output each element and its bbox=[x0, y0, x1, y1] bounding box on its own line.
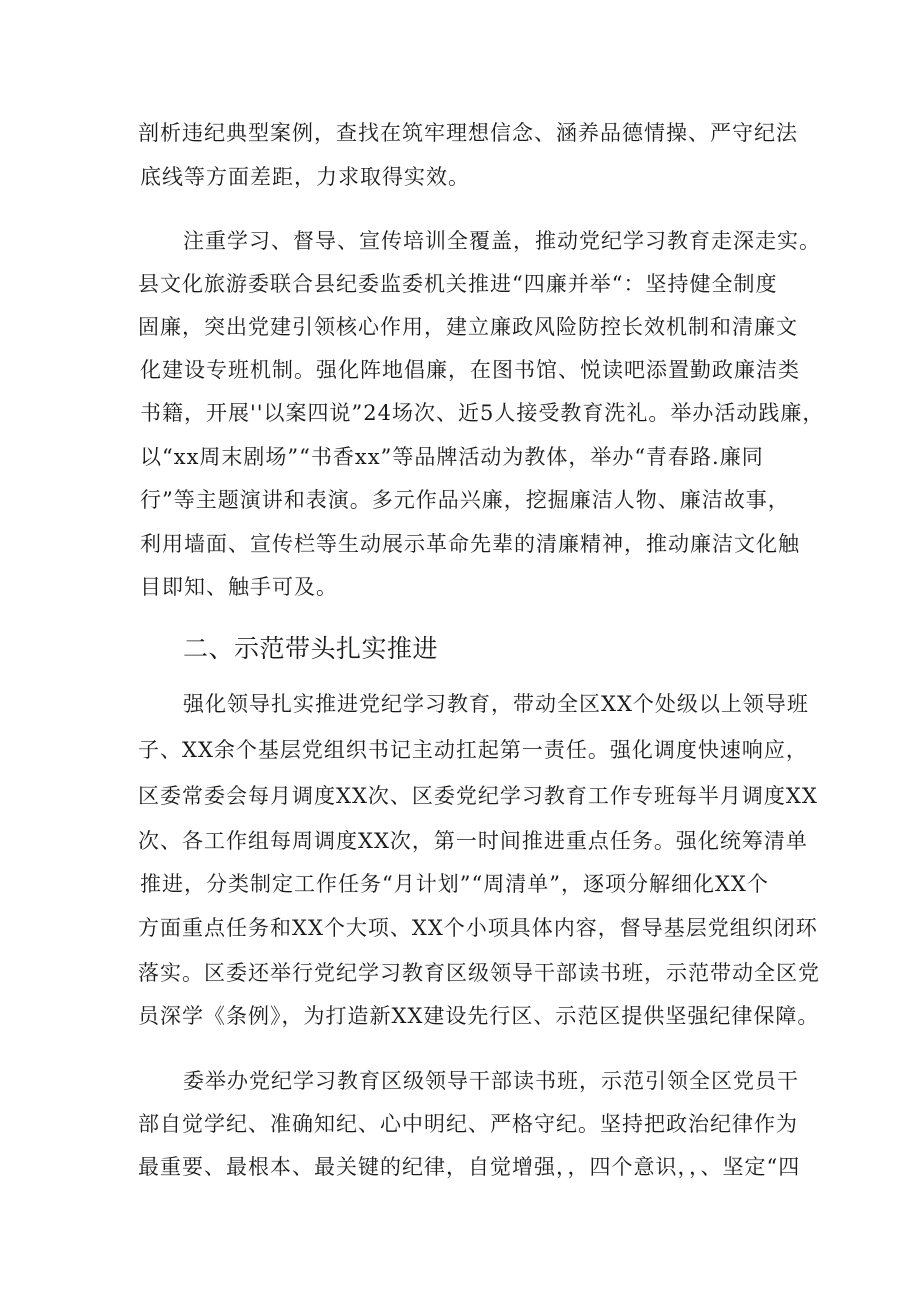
paragraph-3-line-1: 强化领导扎实推进党纪学习教育，带动全区XX个处级以上领导班 bbox=[183, 692, 809, 716]
paragraph-2-line-6: 以“xx周末剧场”“书香xx”等品牌活动为教体，举办“青春路.廉同 bbox=[140, 445, 764, 469]
paragraph-2-line-2: 县文化旅游委联合县纪委监委机关推进“四廉并举“：坚持健全制度 bbox=[138, 272, 778, 296]
paragraph-4-line-2: 部自觉学纪、准确知纪、心中明纪、严格守纪。坚持把政治纪律作为 bbox=[138, 1112, 798, 1136]
paragraph-3-line-5: 推进，分类制定工作任务“月计划”“周清单”，逐项分解细化XX个 bbox=[140, 872, 769, 896]
paragraph-2-line-8: 利用墙面、宣传栏等生动展示革命先辈的清廉精神，推动廉洁文化触 bbox=[140, 532, 800, 556]
paragraph-2-line-3: 固廉，突出党建引领核心作用，建立廉政风险防控长效机制和清廉文 bbox=[138, 315, 798, 339]
paragraph-1-line-1: 剖析违纪典型案例，查找在筑牢理想信念、涵养品德情操、严守纪法 bbox=[138, 121, 798, 145]
paragraph-3-line-6: 方面重点任务和XX个大项、XX个小项具体内容，督导基层党组织闭环 bbox=[138, 916, 818, 940]
paragraph-2-line-1: 注重学习、督导、宣传培训全覆盖，推动党纪学习教育走深走实。 bbox=[183, 229, 821, 253]
paragraph-2-line-7: 行”等主题演讲和表演。多元作品兴廉，挖掘廉洁人物、廉洁故事， bbox=[140, 488, 790, 512]
paragraph-3-line-3: 区委常委会每月调度XX次、区委党纪学习教育工作专班每半月调度XX bbox=[138, 784, 818, 808]
paragraph-2-line-4: 化建设专班机制。强化阵地倡廉，在图书馆、悦读吧添置勤政廉洁类 bbox=[140, 358, 800, 382]
paragraph-3-line-7: 落实。区委还举行党纪学习教育区级领导干部读书班，示范带动全区党 bbox=[138, 961, 820, 985]
paragraph-1-line-2: 底线等方面差距，力求取得实效。 bbox=[140, 165, 470, 189]
paragraph-3-line-8: 员深学《条例》，为打造新XX建设先行区、示范区提供坚强纪律保障。 bbox=[138, 1004, 820, 1028]
paragraph-3-line-4: 次、各工作组每周调度XX次，第一时间推进重点任务。强化统筹清单 bbox=[138, 829, 808, 853]
paragraph-2-line-5: 书籍，开展''以案四说”24场次、近5人接受教育洗礼。举办活动践廉， bbox=[140, 401, 825, 425]
paragraph-4-line-3: 最重要、最根本、最关键的纪律，自觉增强，，四个意识，，、坚定“四 bbox=[138, 1155, 801, 1179]
paragraph-3-line-2: 子、XX余个基层党组织书记主动扛起第一责任。强化调度快速响应， bbox=[138, 738, 808, 762]
paragraph-4-line-1: 委举办党纪学习教育区级领导干部读书班，示范引领全区党员干 bbox=[183, 1069, 799, 1093]
paragraph-2-line-9: 目即知、触手可及。 bbox=[140, 575, 338, 599]
section-heading: 二、示范带头扎实推进 bbox=[183, 634, 439, 663]
